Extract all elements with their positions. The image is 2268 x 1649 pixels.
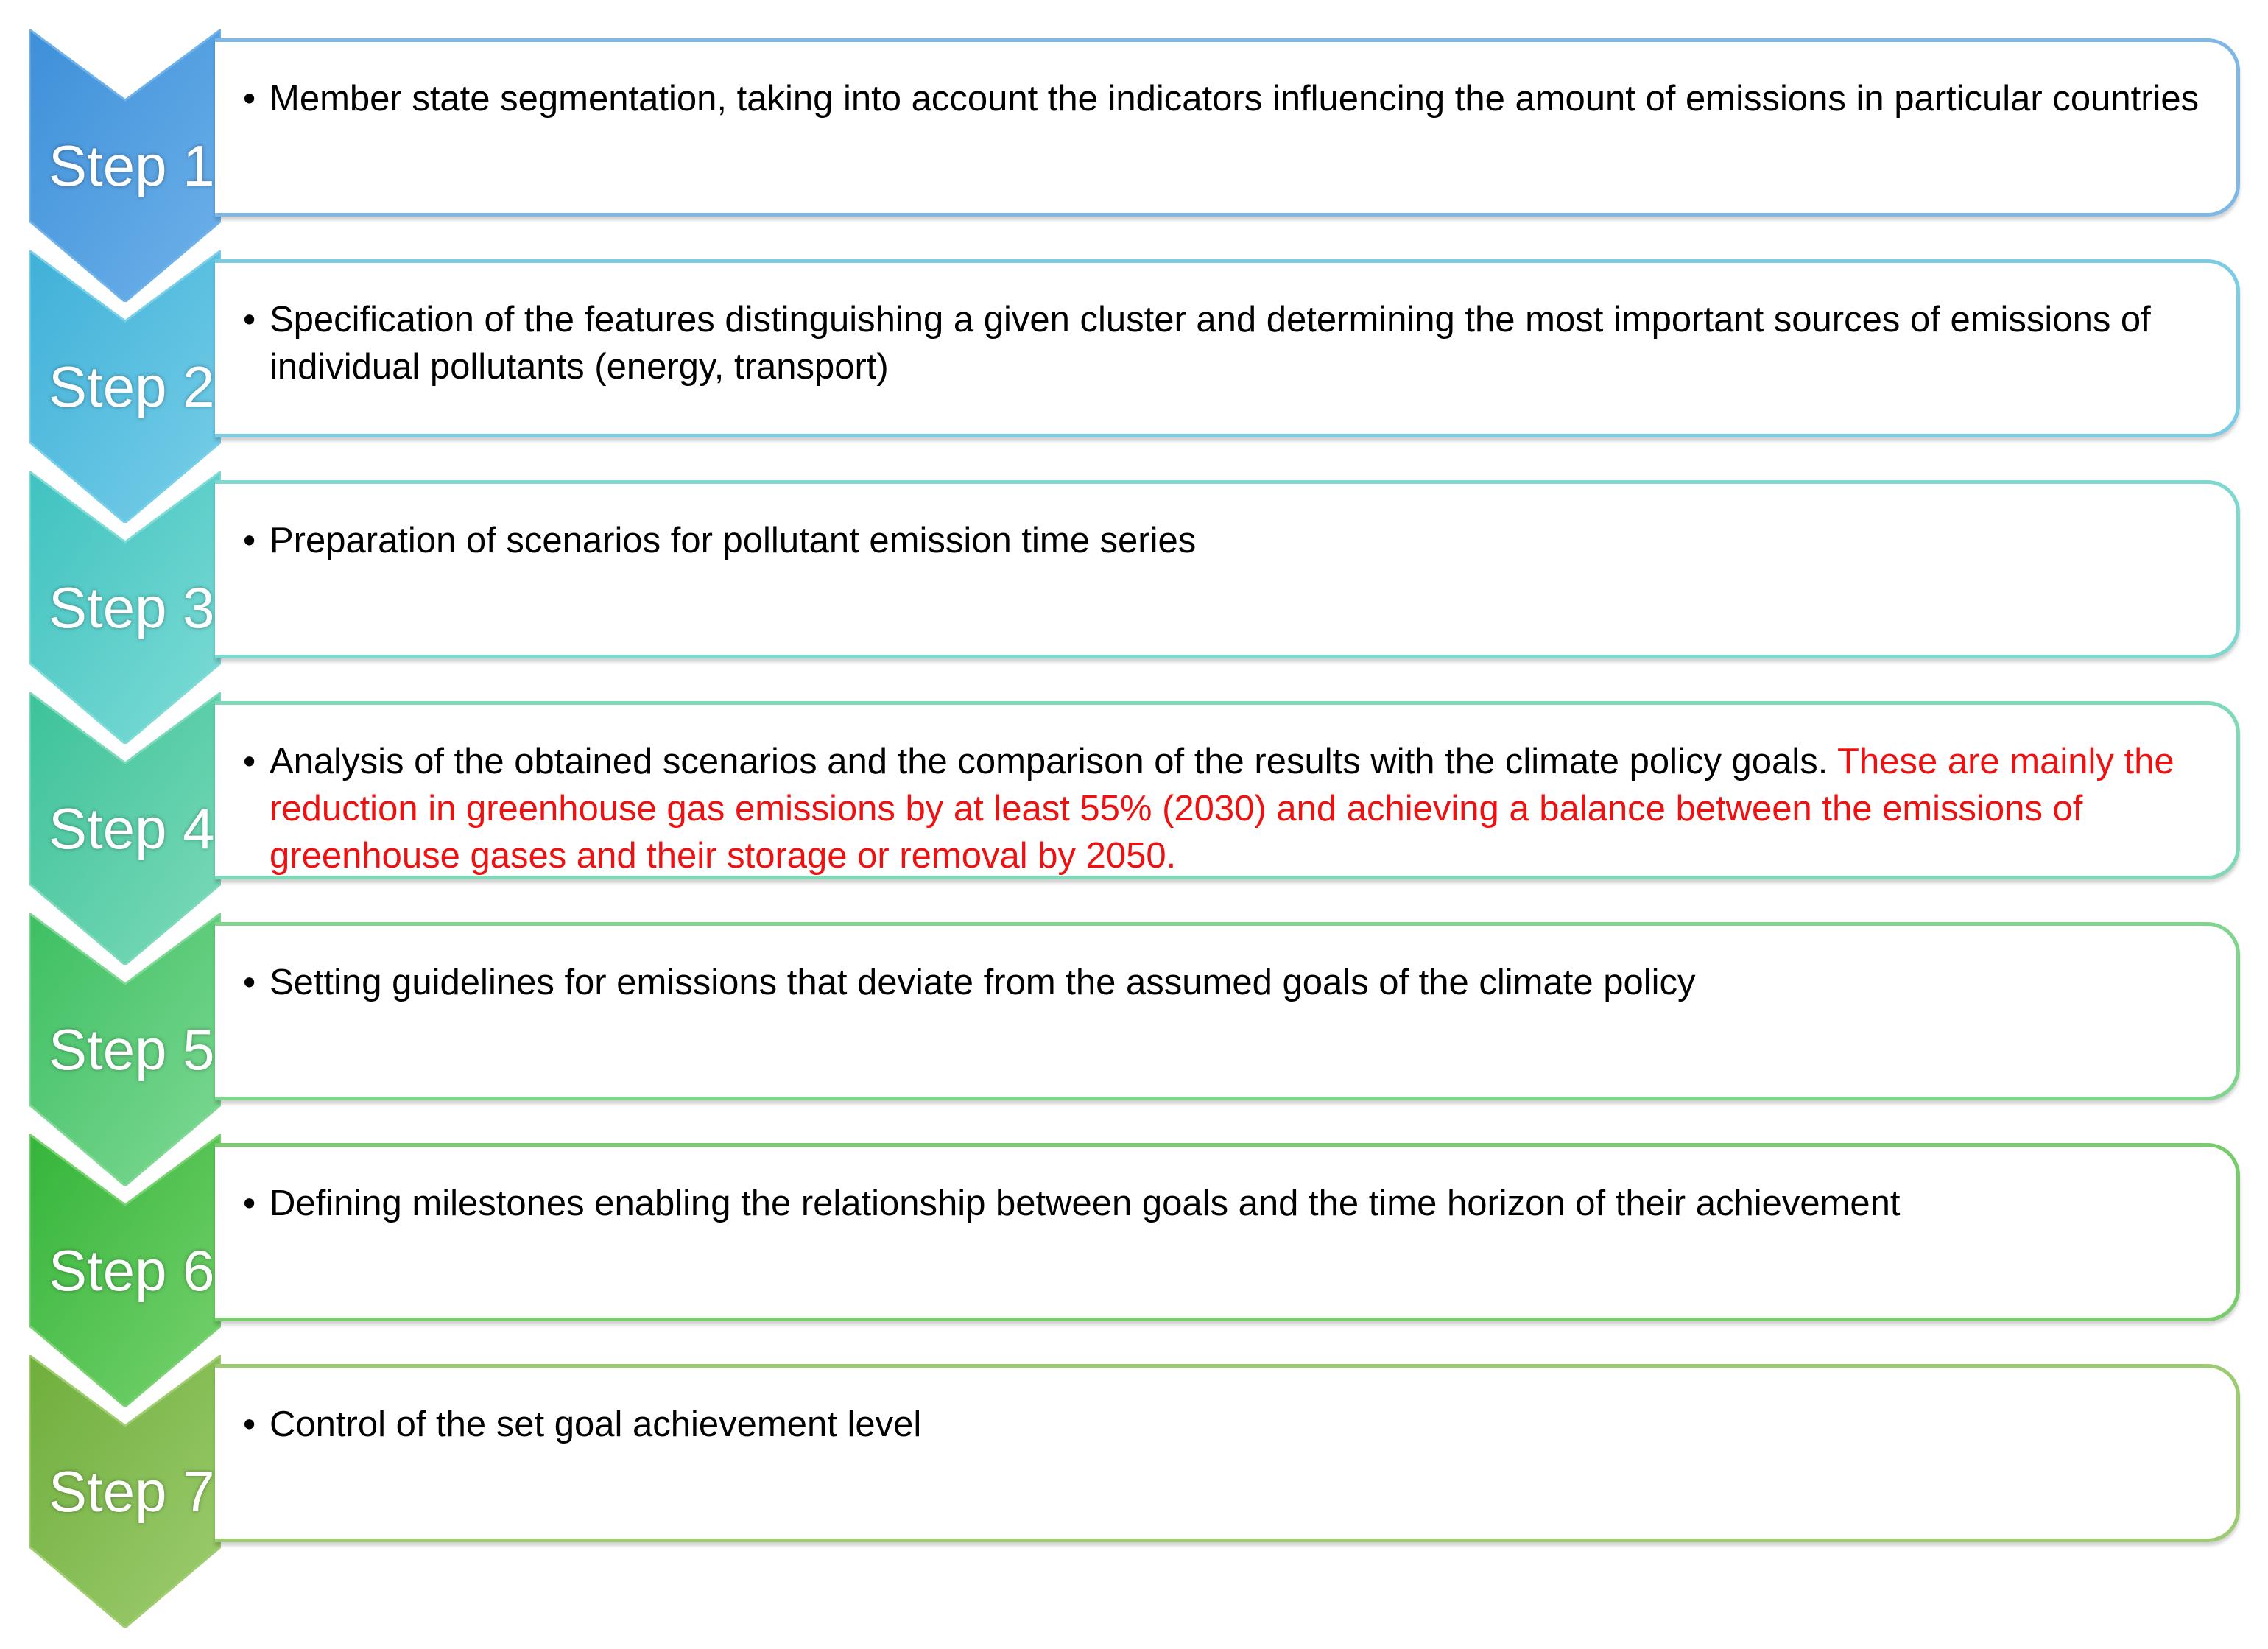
step-5-text-block <box>243 959 2228 1006</box>
step-6-text-block <box>243 1180 2228 1227</box>
step-3-label: Step 3 <box>49 575 215 640</box>
step-4-text: Analysis of the obtained scenarios and the comparison of the results with the climate policy goals. <box>270 742 1828 781</box>
step-3-box <box>215 480 2240 658</box>
step-6-text: Defining milestones enabling the relationship between goals and the time horizon of their achievement <box>270 1184 1901 1223</box>
step-5-box <box>215 922 2240 1100</box>
step-3-text: Preparation of scenarios for pollutant emission time series <box>270 521 1197 560</box>
step-4-text-block <box>243 738 2228 879</box>
step-7-box <box>215 1364 2240 1542</box>
bullet-icon: • <box>243 521 256 560</box>
step-7-text: Control of the set goal achievement level <box>270 1404 922 1444</box>
step-7-row <box>0 1355 2268 1576</box>
step-6-box <box>215 1143 2240 1321</box>
bullet-icon: • <box>243 1404 256 1444</box>
step-4-label: Step 4 <box>49 796 215 861</box>
step-2-text-block <box>243 296 2228 390</box>
step-1-label: Step 1 <box>49 133 215 198</box>
step-5-label: Step 5 <box>49 1017 215 1082</box>
step-4-row <box>0 692 2268 913</box>
step-1-text-block <box>243 75 2228 122</box>
step-2-row <box>0 250 2268 471</box>
bullet-icon: • <box>243 79 256 119</box>
step-3-row <box>0 471 2268 692</box>
step-7-text-block <box>243 1401 2228 1448</box>
step-2-text: Specification of the features distinguishing a given cluster and determining the most important sources of emissions of individual pollutants (energy, transport) <box>270 300 2151 387</box>
bullet-icon: • <box>243 742 256 781</box>
step-3-text-block <box>243 517 2228 564</box>
step-1-box <box>215 38 2240 217</box>
step-1-row <box>0 29 2268 250</box>
step-4-highlight-text: These are mainly the reduction in greenhouse gas emissions by at least 55% (2030) and achieving a balance between the emissions of greenhouse gases and their storage or removal by 2050. <box>270 742 2174 876</box>
bullet-icon: • <box>243 963 256 1002</box>
step-5-text: Setting guidelines for emissions that deviate from the assumed goals of the climate policy <box>270 963 1696 1002</box>
bullet-icon: • <box>243 1184 256 1223</box>
step-5-row <box>0 913 2268 1134</box>
step-6-label: Step 6 <box>49 1238 215 1303</box>
step-2-label: Step 2 <box>49 354 215 419</box>
bullet-icon: • <box>243 300 256 340</box>
step-1-text: Member state segmentation, taking into account the indicators influencing the amount of emissions in particular countries <box>270 79 2200 119</box>
step-7-label: Step 7 <box>49 1459 215 1524</box>
step-6-row <box>0 1134 2268 1355</box>
